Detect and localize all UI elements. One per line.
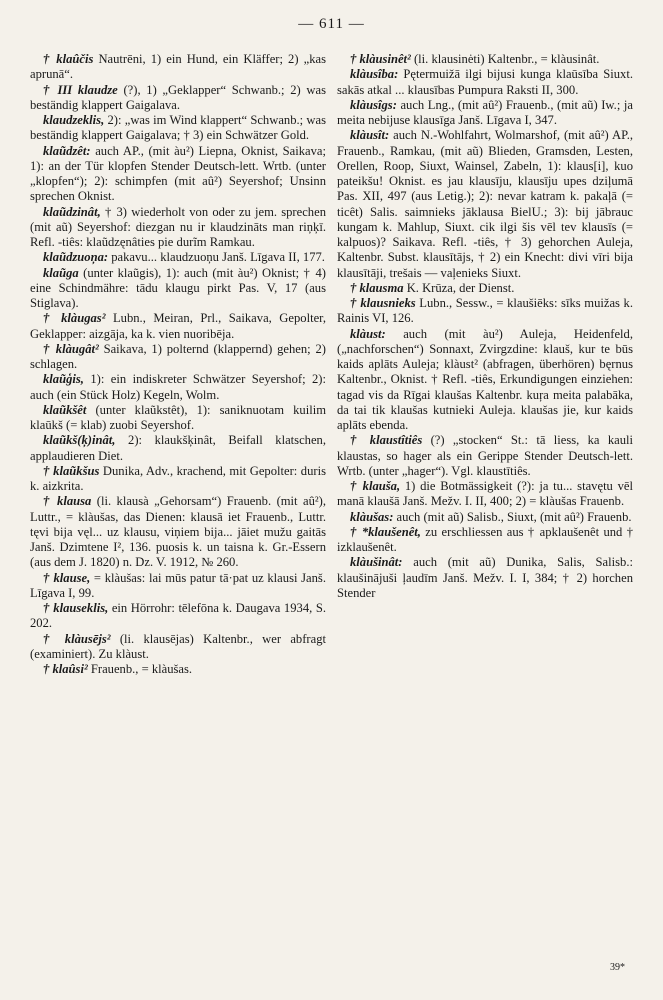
entry-text: 2): „was im Wind klappert“ Schwanb.; was beständig klappert Gaigalava; † 3) ein Schwätzer Gold. <box>30 113 326 143</box>
dictionary-entry <box>30 403 326 434</box>
entry-text: (unter klaũgis), 1): auch (mit àu²) Oknist; † 4) eine Schindmähre: tādu klaugu pirkt Pas. V, 17 (aus Stiglava). <box>30 265 326 310</box>
dictionary-entry <box>30 52 326 83</box>
entry-headword: klàušinât: <box>350 555 403 570</box>
entry-text: ein Hörrohr: tēlefōna k. Daugava 1934, S. 202. <box>30 601 326 631</box>
entry-headword: klàusîba: <box>350 67 399 82</box>
entry-headword: klaũdzêt: <box>43 143 91 158</box>
entry-headword: klaũģis, <box>43 372 84 387</box>
entry-headword: klaũdzuoņa: <box>43 250 109 265</box>
dictionary-entry <box>337 433 633 479</box>
dictionary-entry <box>337 52 633 67</box>
entry-headword: † klauseklis, <box>43 601 109 615</box>
entry-headword: † klàusinêt² <box>350 52 411 66</box>
page-number: — 611 — <box>298 16 365 32</box>
entry-text: auch (mit aũ) Dunika, Salis, Salisb.: klaušinājuši ļaudīm Janš. Mežv. I. I, 384; † 2) horchen Stender <box>337 555 633 600</box>
dictionary-entry <box>30 601 326 632</box>
signature-mark: 39* <box>610 962 625 973</box>
dictionary-entry <box>337 327 633 434</box>
dictionary-entry <box>30 250 326 265</box>
entry-headword: † klauša, <box>350 479 401 493</box>
entry-text: Lubn., Meiran, Prl., Saikava, Gepolter, Geklapper: aizgāja, ka k. vien nuoribēja. <box>30 311 326 341</box>
entry-headword: † klause, <box>43 570 91 585</box>
entry-text: pakavu... klaudzuoņu Janš. Līgava II, 177. <box>108 250 325 265</box>
entry-text: (?), 1) „Geklapper“ Schwanb.; 2) was beständig klappert Gaigalava. <box>30 82 326 112</box>
entry-headword: † klausnieks <box>350 296 416 310</box>
entry-headword: klaudzeklis, <box>43 113 105 127</box>
dictionary-entry <box>30 144 326 205</box>
dictionary-entry <box>337 525 633 556</box>
entry-text: 1): ein indiskreter Schwätzer Seyershof; 2): auch (ein Stück Holz) Kegeln, Wolm. <box>30 372 326 402</box>
entry-text: (li. klausējas) Kaltenbr., wer abfragt (examiniert). Zu klàust. <box>30 631 326 661</box>
dictionary-entry <box>30 632 326 663</box>
entry-headword: † III klaudze <box>43 82 118 97</box>
dictionary-entry <box>337 128 633 281</box>
entry-headword: klaũga <box>43 265 79 280</box>
entry-text: (?) „stocken“ St.: tā liess, ka kauli klaustas, so hager als ein Gerippe Stender Deutsch-lett. Wrtb. (unter „hager“). Vgl. klaustītiês. <box>337 433 633 478</box>
entry-headword: klàusît: <box>350 128 390 143</box>
dictionary-entry <box>30 464 326 495</box>
dictionary-entry <box>337 555 633 601</box>
entry-text: = klàušas: lai mūs patur tā·pat uz klausi Janš. Līgava I, 99. <box>30 570 326 600</box>
dictionary-entry <box>30 662 326 677</box>
entry-headword: † klaûsi² <box>43 662 88 676</box>
entry-headword: † klaûčis <box>43 52 94 66</box>
entry-text: auch N.-Wohlfahrt, Wolmarshof, (mit aû²) AP., Frauenb., Ramkau, (mit aũ) Blieden, Gramsden, Lesten, Orellen, Roop, Siuxt, Wainsel, Zabeln, 1): klaus[i], kuo pateikšu! Oknist. es jau klausīju, klausīju upes dziļumā Pas. XII, 497 (aus Letig.); 2): nevar katram k. pakaļā (= ticêt) Salis. saimnieks jāklausa BielU.; 3): bij jābrauc kungam k. Mahlup, Siuxt. cik ilgi šis vēl tev klausīs (= kalpuos)? Saikava. Refl. -tiês, † 3) gehorchen Auleja, Kaltenbr. Subst. klausītājs, † 2) ein Knecht: divi vīri bija klausītāji, trešais — vaļenieks Siuxt. <box>337 128 633 280</box>
entry-text: 1) die Botmässigkeit (?): ja tu... stavętu vēl manā klaušā Janš. Mežv. I. II, 400; 2) = klàušas Frauenb. <box>337 479 634 509</box>
entry-text: (li. klausinėti) Kaltenbr., = klàusinât. <box>410 52 600 66</box>
entry-text: K. Krūza, der Dienst. <box>403 280 515 295</box>
entry-headword: † klàusējs² <box>43 631 111 646</box>
dictionary-entry <box>337 281 633 296</box>
entry-headword: klaũkšêt <box>43 402 87 417</box>
entry-text: Dunika, Adv., krachend, mit Gepolter: duris k. aizkrita. <box>30 463 326 493</box>
dictionary-entry <box>337 296 633 327</box>
entry-text: Nautrēni, 1) ein Hund, ein Kläffer; 2) „kas aprunā“. <box>30 52 326 82</box>
entry-headword: † klaustîtiês <box>350 433 423 448</box>
entry-headword: † klausa <box>43 494 92 509</box>
entry-text: auch (mit àu²) Auleja, Heidenfeld, („nachforschen“) Sonnaxt, Zvirgzdine: klauš, kur te būs kaids aplāts Auleja; klàust² (abfragen, überhören) bęrnus Kaltenbr., Oknist. † Refl. -tiês, Erkundigungen einziehen: tagad vis da Rīgai klaušas Kaltenbr. kuŗa meita palabāka, da tai tik klaušas kutnieki Auleja. klaušas jie, kur kaids aplāts ebenda. <box>337 326 633 432</box>
entry-text: 2): klaukšķinât, Beifall klatschen, applaudieren Diet. <box>30 433 326 463</box>
entry-text: Pętermuižā ilgi bijusi kunga klaūsība Siuxt. sakās atkal ... klausības Pumpura Raksti II, 300. <box>337 67 633 97</box>
dictionary-entry <box>30 372 326 403</box>
entry-headword: † klaũkšus <box>43 463 100 478</box>
entry-headword: † *klaušenêt, <box>350 524 421 539</box>
entry-text: (li. klausà „Gehorsam“) Frauenb. (mit aû²), Luttr., = klàušas, das Dienen: klausā iet Frauenb., Luttr. tęvi bija vęl... uz klausu, viņiem bija... jāiet mužu gaitās Janš. Dzimtene I², 136. puosis k. un taisna k. Gr.-Essern (aus dem J. 1820) n. Dz. V. 1912, № 260. <box>30 494 326 570</box>
left-column <box>30 52 326 677</box>
dictionary-entry <box>337 67 633 98</box>
entry-headword: † klàugât² <box>43 341 99 356</box>
entry-headword: klàusîgs: <box>350 97 397 112</box>
dictionary-entry <box>337 98 633 129</box>
dictionary-entry <box>30 205 326 251</box>
dictionary-entry <box>30 266 326 312</box>
dictionary-entry <box>30 342 326 373</box>
dictionary-entry <box>30 311 326 342</box>
dictionary-entry <box>30 433 326 464</box>
entry-text: auch (mit aũ) Salisb., Siuxt, (mit aû²) Frauenb. <box>393 509 632 524</box>
entry-text: (unter klaũkstêt), 1): saniknuotam kuilim klaūkš (= klab) zuobi Seyershof. <box>30 402 326 432</box>
dictionary-entry <box>337 510 633 525</box>
entry-text: Lubn., Sessw., = klaušiēks: sīks muižas k. Rainis VI, 126. <box>337 296 634 326</box>
dictionary-entry <box>30 83 326 114</box>
entry-headword: † klausma <box>350 280 404 295</box>
right-column <box>337 52 633 601</box>
entry-text: zu erschliessen aus † apklaušenêt und † izklaušenêt. <box>337 524 633 554</box>
entry-text: Frauenb., = klàušas. <box>87 662 193 676</box>
entry-headword: † klàugas² <box>43 311 106 326</box>
entry-text: Saikava, 1) polternd (klappernd) gehen; 2) schlagen. <box>30 341 326 371</box>
entry-headword: klàušas: <box>350 509 394 524</box>
entry-text: auch Lng., (mit aû²) Frauenb., (mit aũ) Iw.; ja meita nebijuse klausīga Janš. Līgava I, 347. <box>337 97 633 127</box>
dictionary-entry <box>30 571 326 602</box>
entry-text: auch AP., (mit àu²) Liepna, Oknist, Saikava; 1): an der Tür klopfen Stender Deutsch-lett. Wrtb. (unter „klopfen“); 2): schimpfen (mit aû²) Seyershof; Unsinn sprechen Oknist. <box>30 143 326 204</box>
entry-headword: klaũkš(ķ)inât, <box>43 433 116 448</box>
entry-headword: klàust: <box>350 326 386 341</box>
entry-text: † 3) wiederholt von oder zu jem. sprechen (mit aũ) Seyershof: diezgan nu ir klaudzināts man riņķī. Refl. -tiês: klaũdzęnâties pie durĩm Ramkau. <box>30 204 326 249</box>
entry-headword: klaũdzinât, <box>43 204 101 219</box>
dictionary-entry <box>337 479 633 510</box>
dictionary-entry <box>30 113 326 144</box>
dictionary-entry <box>30 494 326 570</box>
